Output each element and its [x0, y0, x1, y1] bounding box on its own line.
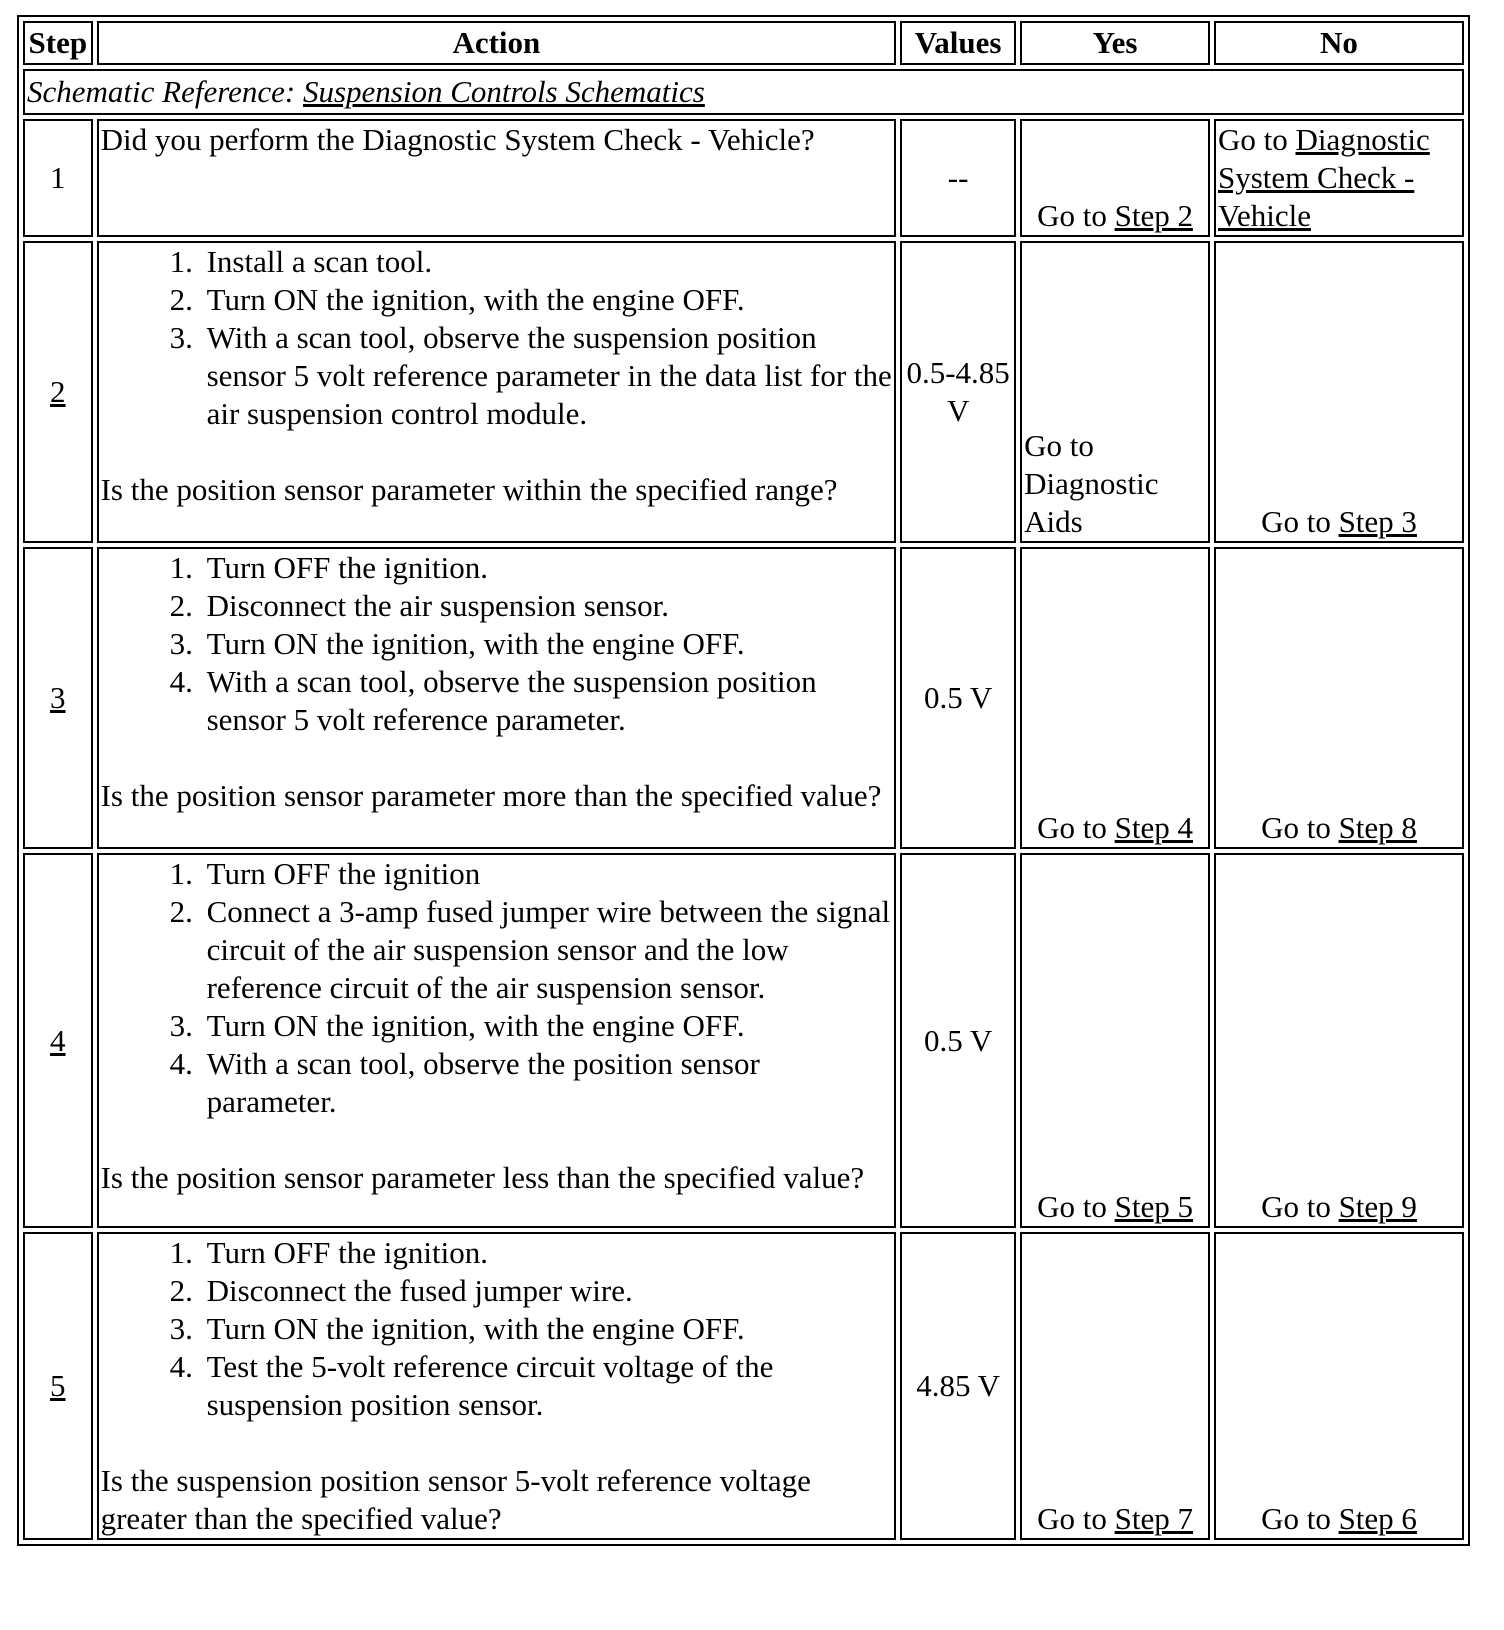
yes-cell	[1020, 547, 1210, 849]
yes-prefix: Go to	[1037, 810, 1115, 845]
value-cell: --	[900, 119, 1016, 237]
question-text: Is the position sensor parameter within the specified range?	[100, 472, 838, 507]
table-row	[23, 241, 1464, 543]
yes-link[interactable]: Step 5	[1114, 1189, 1193, 1224]
table-row	[23, 547, 1464, 849]
step-number	[23, 1232, 93, 1540]
list-item: 1. Turn OFF the ignition.	[201, 549, 893, 587]
no-link[interactable]: Step 3	[1338, 504, 1417, 539]
table-row	[23, 1232, 1464, 1540]
list-item: 1. Turn OFF the ignition	[201, 855, 893, 893]
schematic-reference-label: Schematic Reference:	[27, 74, 303, 109]
no-prefix: Go to	[1218, 122, 1296, 157]
question-text: Is the position sensor parameter more than the specified value?	[100, 778, 882, 813]
header-yes: Yes	[1020, 21, 1210, 65]
schematic-reference	[23, 69, 1464, 115]
yes-prefix: Go to	[1037, 1501, 1115, 1536]
header-row	[23, 21, 1464, 65]
list-item: 4. Test the 5-volt reference circuit voltage of the suspension position sensor.	[201, 1348, 893, 1424]
no-link[interactable]: Step 6	[1338, 1501, 1417, 1536]
value-cell: 0.5 V	[900, 853, 1016, 1228]
schematic-reference-link[interactable]: Suspension Controls Schematics	[302, 74, 705, 109]
yes-cell	[1020, 119, 1210, 237]
no-link[interactable]: Diagnostic System Check - Vehicle	[1218, 122, 1430, 233]
action-cell	[97, 1232, 897, 1540]
list-item: 3. Turn ON the ignition, with the engine OFF.	[201, 1007, 893, 1045]
action-list	[101, 243, 893, 433]
no-prefix: Go to	[1261, 504, 1339, 539]
yes-cell	[1020, 853, 1210, 1228]
step-number	[23, 547, 93, 849]
no-cell	[1214, 119, 1464, 237]
list-item: 2. Turn ON the ignition, with the engine OFF.	[201, 281, 893, 319]
header-action: Action	[97, 21, 897, 65]
step-number	[23, 241, 93, 543]
value-cell: 0.5 V	[900, 547, 1016, 849]
action-cell	[97, 119, 897, 237]
no-prefix: Go to	[1261, 810, 1339, 845]
step-link[interactable]: 5	[50, 1368, 66, 1403]
action-list	[101, 549, 893, 739]
action-list	[101, 855, 893, 1121]
header-step: Step	[23, 21, 93, 65]
value-cell: 4.85 V	[900, 1232, 1016, 1540]
question-text: Is the position sensor parameter less than the specified value?	[100, 1160, 865, 1195]
list-item: 1. Turn OFF the ignition.	[201, 1234, 893, 1272]
yes-cell	[1020, 1232, 1210, 1540]
header-no: No	[1214, 21, 1464, 65]
step-number: 1	[23, 119, 93, 237]
list-item: 4. With a scan tool, observe the position sensor parameter.	[201, 1045, 893, 1121]
action-cell	[97, 241, 897, 543]
list-item: 2. Disconnect the fused jumper wire.	[201, 1272, 893, 1310]
schematic-reference-row	[23, 69, 1464, 115]
no-cell	[1214, 1232, 1464, 1540]
list-item: 2. Connect a 3-amp fused jumper wire between the signal circuit of the air suspension sensor and the low reference circuit of the air suspension sensor.	[201, 893, 893, 1007]
no-cell	[1214, 853, 1464, 1228]
header-values: Values	[900, 21, 1016, 65]
question-text: Is the suspension position sensor 5-volt reference voltage greater than the specified value?	[100, 1463, 811, 1536]
table-row	[23, 853, 1464, 1228]
yes-prefix: Go to	[1037, 198, 1115, 233]
step-link[interactable]: 4	[50, 1022, 66, 1058]
diagnostic-table	[17, 15, 1470, 1546]
yes-prefix: Go to	[1037, 1189, 1115, 1224]
value-cell: 0.5-4.85 V	[900, 241, 1016, 543]
yes-link[interactable]: Step 2	[1114, 198, 1193, 233]
yes-cell[interactable]: Go to Diagnostic Aids	[1020, 241, 1210, 543]
no-prefix: Go to	[1261, 1189, 1339, 1224]
no-prefix: Go to	[1261, 1501, 1339, 1536]
yes-link[interactable]: Step 7	[1114, 1501, 1193, 1536]
no-cell	[1214, 241, 1464, 543]
action-list	[101, 1234, 893, 1424]
list-item: 3. Turn ON the ignition, with the engine OFF.	[201, 625, 893, 663]
step-number	[23, 853, 93, 1228]
step-link[interactable]: 2	[50, 374, 66, 409]
list-item: 3. Turn ON the ignition, with the engine OFF.	[201, 1310, 893, 1348]
list-item: 1. Install a scan tool.	[201, 243, 893, 281]
no-cell	[1214, 547, 1464, 849]
list-item: 2. Disconnect the air suspension sensor.	[201, 587, 893, 625]
question-text: Did you perform the Diagnostic System Check - Vehicle?	[100, 122, 815, 157]
action-cell	[97, 853, 897, 1228]
table-row	[23, 119, 1464, 237]
list-item: 4. With a scan tool, observe the suspension position sensor 5 volt reference parameter.	[201, 663, 893, 739]
yes-link[interactable]: Step 4	[1114, 810, 1193, 845]
list-item: 3. With a scan tool, observe the suspension position sensor 5 volt reference parameter in the data list for the air suspension control module.	[201, 319, 893, 433]
no-link[interactable]: Step 9	[1338, 1189, 1417, 1224]
action-cell	[97, 547, 897, 849]
step-link[interactable]: 3	[50, 680, 66, 715]
no-link[interactable]: Step 8	[1338, 810, 1417, 845]
